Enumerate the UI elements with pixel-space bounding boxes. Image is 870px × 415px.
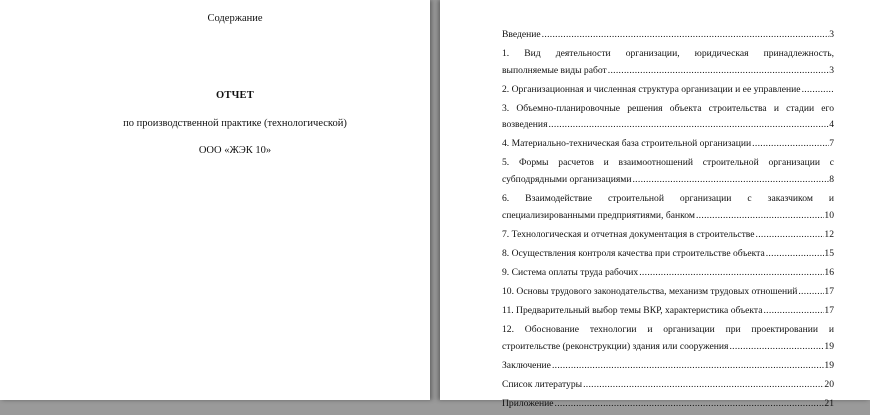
toc-entry-title: 7. Технологическая и отчетная документация в строительстве bbox=[502, 228, 755, 240]
toc-page-number: 16 bbox=[824, 266, 834, 278]
toc-entry[interactable] bbox=[502, 155, 834, 188]
toc-page-number: 17 bbox=[824, 285, 834, 297]
report-subtitle: по производственной практике (технологической) bbox=[123, 118, 347, 129]
title-page bbox=[0, 0, 430, 400]
toc-dot-leader bbox=[607, 63, 829, 80]
toc-entry-title: специализированными предприятиями, банком bbox=[502, 209, 695, 221]
toc-dot-leader bbox=[695, 208, 824, 225]
toc-entry-text-line: 12. Обоснование технологии и организации при проектировании и bbox=[502, 324, 834, 336]
toc-page-number: 12 bbox=[824, 228, 834, 240]
toc-entry[interactable] bbox=[502, 46, 834, 79]
toc-entry-title: 11. Предварительный выбор темы ВКР, характеристика объекта bbox=[502, 305, 763, 317]
toc-page-number: 3 bbox=[829, 29, 834, 40]
toc-entry-title: 8. Осуществления контроля качества при строительстве объекта bbox=[502, 247, 765, 259]
toc-entry-text-line: 1. Вид деятельности организации, юридическая принадлежность, bbox=[502, 48, 834, 60]
table-of-contents bbox=[502, 27, 834, 415]
toc-entry-text-line: 5. Формы расчетов и взаимоотношений строительной организации с bbox=[502, 157, 834, 169]
toc-page-number: 17 bbox=[824, 305, 834, 317]
toc-entry-title: Введение bbox=[502, 29, 541, 40]
toc-page-number: 8 bbox=[829, 173, 834, 185]
toc-entry-title: 4. Материально-техническая база строительной организации bbox=[502, 138, 752, 150]
toc-entry[interactable] bbox=[502, 101, 834, 134]
toc-dot-leader bbox=[762, 303, 824, 320]
toc-dot-leader bbox=[582, 377, 824, 394]
toc-dot-leader bbox=[801, 82, 834, 99]
toc-entry-title: Список литературы bbox=[502, 378, 583, 390]
toc-page-number: 19 bbox=[824, 359, 834, 371]
toc-heading: Содержание bbox=[207, 13, 263, 24]
toc-entry-title: возведения bbox=[502, 119, 548, 131]
toc-entry[interactable] bbox=[502, 322, 834, 355]
toc-page-number: 4 bbox=[829, 119, 834, 131]
toc-entry[interactable] bbox=[502, 377, 834, 394]
toc-page-number: 19 bbox=[824, 340, 834, 352]
report-organization: ООО «ЖЭК 10» bbox=[198, 145, 272, 156]
toc-dot-leader bbox=[751, 136, 829, 153]
toc-entry-title: субподрядными организациями bbox=[502, 173, 632, 185]
toc-entry-title: Приложение bbox=[502, 397, 554, 409]
toc-entry[interactable] bbox=[502, 191, 834, 224]
toc-entry-title: строительстве (реконструкции) здания или сооружения bbox=[502, 340, 729, 352]
toc-entry-text-line: 3. Объемно-планировочные решения объекта строительства и стадии его bbox=[502, 102, 834, 114]
toc-page-number: 10 bbox=[824, 209, 834, 221]
toc-entry-title: Заключение bbox=[502, 359, 551, 371]
toc-entry-title: 9. Система оплаты труда рабочих bbox=[502, 266, 639, 278]
toc-dot-leader bbox=[638, 265, 824, 282]
toc-dot-leader bbox=[551, 358, 824, 375]
report-title: ОТЧЕТ bbox=[216, 90, 254, 101]
toc-dot-leader bbox=[554, 396, 825, 413]
toc-dot-leader bbox=[797, 284, 824, 301]
toc-entry[interactable] bbox=[502, 265, 834, 282]
toc-entry-title: 2. Организационная и численная структура организации и ее управление bbox=[502, 83, 801, 95]
toc-entry-text-line: 6. Взаимодействие строительной организации с заказчиком и bbox=[502, 193, 834, 205]
toc-entry[interactable] bbox=[502, 284, 834, 301]
toc-page-number: 3 bbox=[829, 64, 834, 76]
toc-entry[interactable] bbox=[502, 227, 834, 244]
toc-entry[interactable] bbox=[502, 246, 834, 263]
toc-dot-leader bbox=[765, 246, 825, 263]
toc-entry[interactable] bbox=[502, 303, 834, 320]
toc-entry[interactable] bbox=[502, 358, 834, 375]
toc-dot-leader bbox=[541, 27, 830, 44]
toc-page-number: 7 bbox=[829, 138, 834, 150]
toc-entry[interactable] bbox=[502, 82, 834, 99]
toc-dot-leader bbox=[631, 172, 829, 189]
toc-page-number: 20 bbox=[824, 378, 834, 390]
toc-entry[interactable] bbox=[502, 136, 834, 153]
toc-dot-leader bbox=[755, 227, 825, 244]
toc-dot-leader bbox=[728, 339, 824, 356]
toc-page-number: 21 bbox=[824, 397, 834, 409]
toc-entry-title: 10. Основы трудового законодательства, механизм трудовых отношений bbox=[502, 285, 798, 297]
toc-entry[interactable] bbox=[502, 27, 834, 44]
toc-entry-title: выполняемые виды работ bbox=[502, 64, 607, 76]
toc-entry[interactable] bbox=[502, 396, 834, 413]
toc-dot-leader bbox=[547, 117, 829, 134]
toc-page-number: 15 bbox=[824, 247, 834, 259]
